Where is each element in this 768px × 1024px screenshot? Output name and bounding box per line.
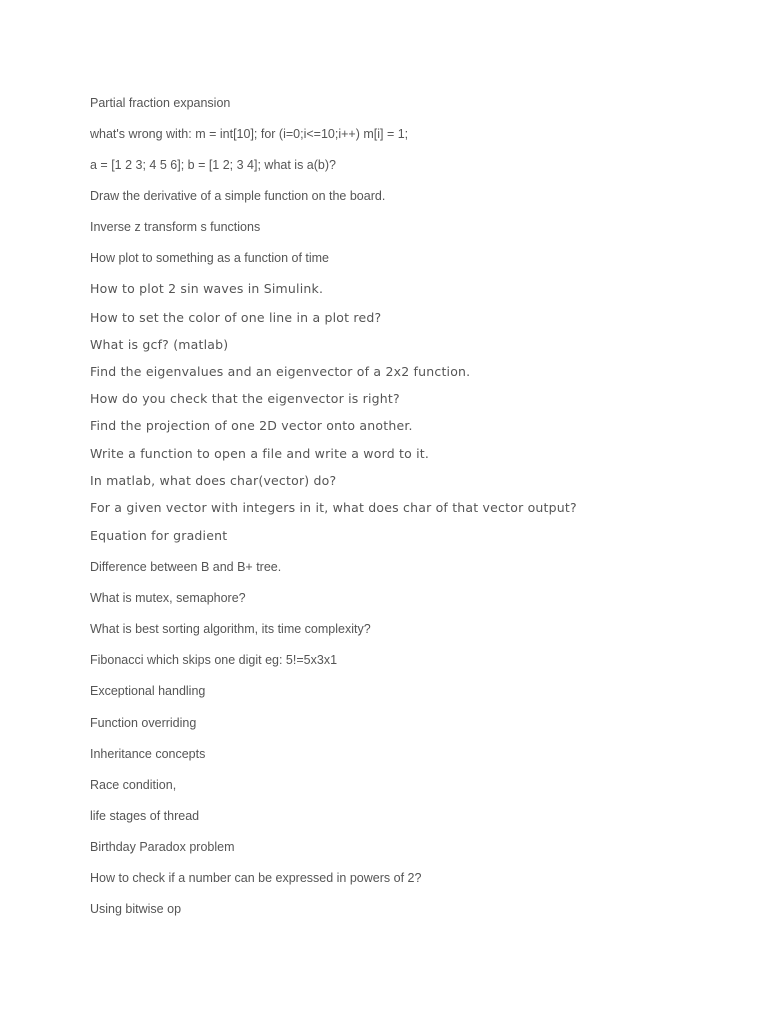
text-line-sorting: What is best sorting algorithm, its time complexity? [90,622,371,636]
text-line-bitwise: Using bitwise op [90,902,182,916]
text-line-plot-time: How plot to something as a function of time [90,251,330,265]
text-line-exceptions: Exceptional handling [90,684,206,698]
text-line-partial-fraction: Partial fraction expansion [90,96,231,110]
text-line-matrix-index: a = [1 2 3; 4 5 6]; b = [1 2; 3 4]; what is a(b)? [90,158,336,172]
text-line-mutex: What is mutex, semaphore? [90,591,246,605]
text-line-overriding: Function overriding [90,716,197,730]
text-line-char-vector: In matlab, what does char(vector) do? [90,473,337,488]
text-line-thread-stages: life stages of thread [90,809,200,823]
text-line-eigenvalues: Find the eigenvalues and an eigenvector of a 2x2 function. [90,364,471,379]
text-line-eigenvector-check: How do you check that the eigenvector is right? [90,391,400,406]
text-line-gradient: Equation for gradient [90,528,228,543]
text-line-line-color: How to set the color of one line in a plot red? [90,310,382,325]
text-line-open-file: Write a function to open a file and write a word to it. [90,446,430,461]
text-line-race-condition: Race condition, [90,778,177,792]
text-line-simulink: How to plot 2 sin waves in Simulink. [90,281,324,296]
text-line-whats-wrong: what's wrong with: m = int[10]; for (i=0;i<=10;i++) m[i] = 1; [90,127,409,141]
text-line-inheritance: Inheritance concepts [90,747,206,761]
text-line-fibonacci: Fibonacci which skips one digit eg: 5!=5x3x1 [90,653,338,667]
text-line-gcf: What is gcf? (matlab) [90,337,229,352]
text-line-derivative: Draw the derivative of a simple function on the board. [90,189,386,203]
text-line-birthday: Birthday Paradox problem [90,840,235,854]
text-line-b-tree: Difference between B and B+ tree. [90,560,282,574]
text-line-inverse-z: Inverse z transform s functions [90,220,261,234]
text-line-projection: Find the projection of one 2D vector onto another. [90,418,413,433]
text-line-char-output: For a given vector with integers in it, what does char of that vector output? [90,500,577,515]
text-line-powers-of-2: How to check if a number can be expressed in powers of 2? [90,871,422,885]
